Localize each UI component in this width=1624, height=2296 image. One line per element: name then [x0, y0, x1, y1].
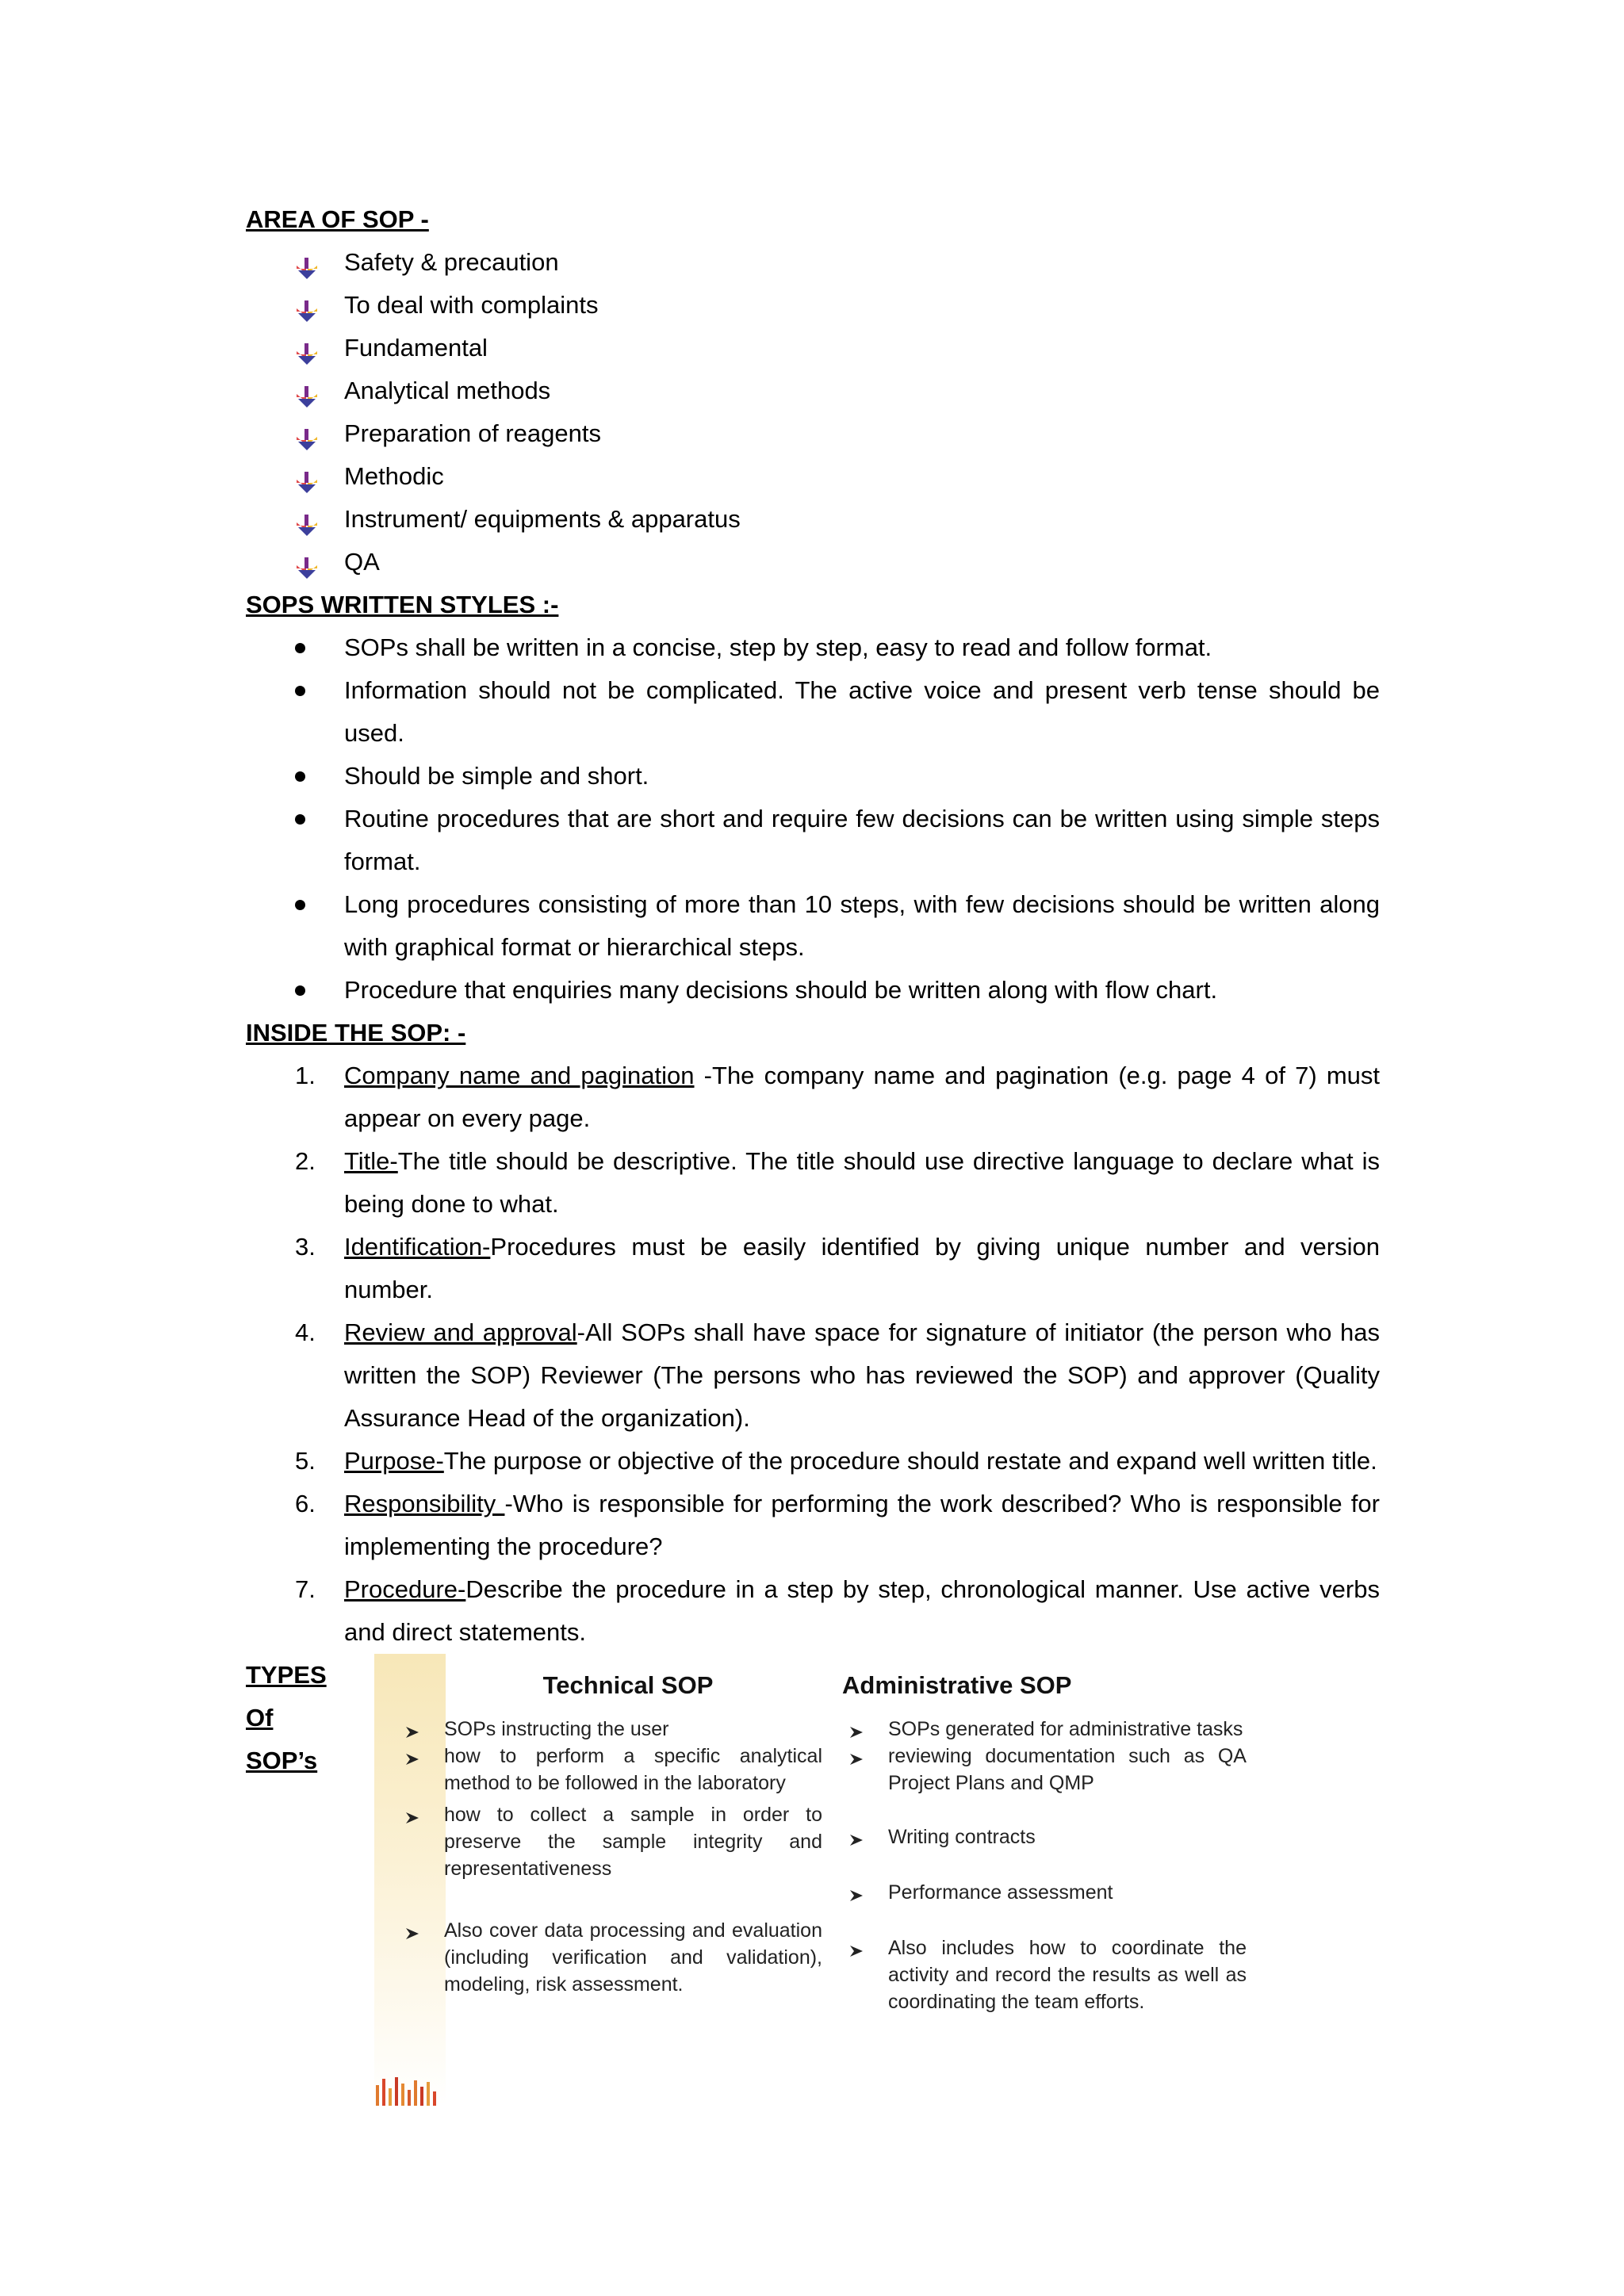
arrowhead-icon [404, 1747, 420, 1763]
administrative-sop-column [834, 1670, 1247, 2015]
item-description: -All SOPs shall have space for signature of initiator (the person who has written the SOP) Reviewer (The persons who has reviewed the SOP) and approver (Quality Assurance Head of the organization). [344, 1318, 1380, 1432]
arrow-down-icon [295, 251, 319, 274]
item-description: Procedures must be easily identified by giving unique number and version number. [344, 1233, 1380, 1303]
arrow-down-icon [295, 379, 319, 403]
item-term: Purpose- [344, 1447, 444, 1475]
item-description: -The company name and pagination (e.g. page 4 of 7) must appear on every page. [344, 1062, 1381, 1132]
area-of-sop-item [246, 498, 1380, 541]
administrative-sop-item-text: Also includes how to coordinate the activity and record the results as well as coordinating the team efforts. [888, 1937, 1247, 2013]
area-of-sop-item-text: To deal with complaints [344, 291, 599, 319]
inside-sop-list [246, 1054, 1380, 1654]
item-number: 2. [295, 1147, 316, 1175]
inside-sop-item [246, 1483, 1380, 1568]
item-term: Review and approval [344, 1318, 577, 1346]
written-style-item [246, 883, 1380, 969]
administrative-sop-item [834, 1716, 1247, 1743]
written-style-item-text: Information should not be complicated. The active voice and present verb tense should be used. [344, 676, 1380, 747]
area-of-sop-list [246, 241, 1380, 584]
arrow-down-icon [295, 422, 319, 446]
item-number: 7. [295, 1575, 316, 1603]
technical-sop-column [390, 1670, 822, 1998]
area-of-sop-heading: AREA OF SOP - [246, 205, 429, 233]
types-label-line: TYPES [246, 1661, 327, 1689]
arrowhead-icon [848, 1720, 864, 1736]
area-of-sop-item-text: QA [344, 548, 380, 576]
technical-sop-item [390, 1917, 822, 1998]
arrowhead-icon [404, 1922, 420, 1938]
bullet-icon [295, 686, 305, 696]
technical-sop-item-text: how to collect a sample in order to preserve the sample integrity and representativeness [444, 1804, 822, 1880]
administrative-sop-item [834, 1934, 1247, 2015]
technical-sop-item-text: SOPs instructing the user [444, 1718, 669, 1740]
written-style-item [246, 626, 1380, 669]
written-styles-heading: SOPS WRITTEN STYLES :- [246, 591, 559, 618]
item-number: 1. [295, 1062, 316, 1089]
arrow-down-icon [295, 293, 319, 317]
technical-sop-item [390, 1801, 822, 1882]
types-of-sop-section [246, 1654, 1380, 2106]
written-style-item [246, 755, 1380, 798]
area-of-sop-item-text: Instrument/ equipments & apparatus [344, 505, 741, 533]
inside-sop-item [246, 1226, 1380, 1311]
bullet-icon [295, 985, 305, 996]
administrative-sop-item-text: Performance assessment [888, 1881, 1113, 1904]
inside-sop-heading: INSIDE THE SOP: - [246, 1019, 466, 1047]
area-of-sop-item [246, 412, 1380, 455]
written-style-item-text: Should be simple and short. [344, 762, 649, 790]
area-of-sop-item [246, 369, 1380, 412]
item-description: -Who is responsible for performing the work described? Who is responsible for implementing the procedure? [344, 1490, 1380, 1560]
administrative-sop-item [834, 1823, 1247, 1850]
arrowhead-icon [404, 1806, 420, 1822]
bullet-icon [295, 771, 305, 782]
arrowhead-icon [848, 1747, 864, 1763]
bullet-icon [295, 643, 305, 653]
administrative-sop-item-text: SOPs generated for administrative tasks [888, 1718, 1243, 1740]
item-term: Identification- [344, 1233, 491, 1261]
item-number: 5. [295, 1447, 316, 1475]
written-style-item [246, 669, 1380, 755]
written-style-item-text: SOPs shall be written in a concise, step by step, easy to read and follow format. [344, 633, 1212, 661]
arrowhead-icon [848, 1828, 864, 1844]
item-term: Title- [344, 1147, 398, 1175]
area-of-sop-item-text: Safety & precaution [344, 248, 559, 276]
decorative-spikes-icon [374, 2074, 438, 2106]
inside-sop-item [246, 1054, 1380, 1140]
types-of-sop-figure [374, 1654, 1254, 2106]
technical-sop-title: Technical SOP [542, 1671, 714, 1699]
bullet-icon [295, 814, 305, 825]
arrow-down-icon [295, 507, 319, 531]
written-styles-section [246, 584, 1380, 1012]
written-style-item-text: Procedure that enquiries many decisions should be written along with flow chart. [344, 976, 1218, 1004]
item-number: 6. [295, 1490, 316, 1517]
item-term: Company name and pagination [344, 1062, 695, 1089]
area-of-sop-item [246, 284, 1380, 327]
inside-sop-item [246, 1140, 1380, 1226]
area-of-sop-section [246, 198, 1380, 584]
technical-sop-item-text: Also cover data processing and evaluation (including verification and validation), modeling, risk assessment. [444, 1919, 822, 1996]
arrow-down-icon [295, 465, 319, 488]
technical-sop-item [390, 1743, 822, 1797]
inside-sop-section [246, 1012, 1380, 1654]
document-page [246, 198, 1380, 2106]
administrative-sop-list [834, 1716, 1247, 2015]
area-of-sop-item [246, 241, 1380, 284]
administrative-sop-item [834, 1879, 1247, 1906]
arrow-down-icon [295, 550, 319, 574]
item-term: Procedure- [344, 1575, 466, 1603]
written-style-item [246, 969, 1380, 1012]
inside-sop-item [246, 1440, 1380, 1483]
types-label-line: Of [246, 1704, 274, 1732]
item-number: 3. [295, 1233, 316, 1261]
bullet-icon [295, 900, 305, 910]
written-style-item-text: Routine procedures that are short and require few decisions can be written using simple steps format. [344, 805, 1380, 875]
area-of-sop-item [246, 455, 1380, 498]
administrative-sop-item-text: reviewing documentation such as QA Project Plans and QMP [888, 1745, 1247, 1794]
administrative-sop-title: Administrative SOP [842, 1671, 1072, 1699]
area-of-sop-item [246, 541, 1380, 584]
area-of-sop-item [246, 327, 1380, 369]
item-number: 4. [295, 1318, 316, 1346]
item-description: The purpose or objective of the procedure should restate and expand well written title. [443, 1447, 1377, 1475]
technical-sop-item [390, 1716, 822, 1743]
arrow-down-icon [295, 336, 319, 360]
inside-sop-item [246, 1568, 1380, 1654]
area-of-sop-item-text: Methodic [344, 462, 444, 490]
written-styles-list [246, 626, 1380, 1012]
technical-sop-list [390, 1716, 822, 1998]
inside-sop-item [246, 1311, 1380, 1440]
area-of-sop-item-text: Analytical methods [344, 377, 551, 404]
types-of-sop-label [246, 1654, 327, 1782]
area-of-sop-item-text: Fundamental [344, 334, 488, 362]
arrowhead-icon [848, 1884, 864, 1900]
item-description: Describe the procedure in a step by step, chronological manner. Use active verbs and direct statements. [344, 1575, 1380, 1646]
written-style-item [246, 798, 1380, 883]
arrowhead-icon [404, 1720, 420, 1736]
written-style-item-text: Long procedures consisting of more than 10 steps, with few decisions should be written along with graphical format or hierarchical steps. [344, 890, 1380, 961]
administrative-sop-item [834, 1743, 1247, 1797]
technical-sop-item-text: how to perform a specific analytical method to be followed in the laboratory [444, 1745, 822, 1794]
types-label-line: SOP’s [246, 1747, 318, 1774]
item-description: The title should be descriptive. The title should use directive language to declare what is being done to what. [344, 1147, 1380, 1218]
administrative-sop-item-text: Writing contracts [888, 1826, 1036, 1848]
area-of-sop-item-text: Preparation of reagents [344, 419, 601, 447]
item-term: Responsibility [344, 1490, 505, 1517]
arrowhead-icon [848, 1939, 864, 1955]
